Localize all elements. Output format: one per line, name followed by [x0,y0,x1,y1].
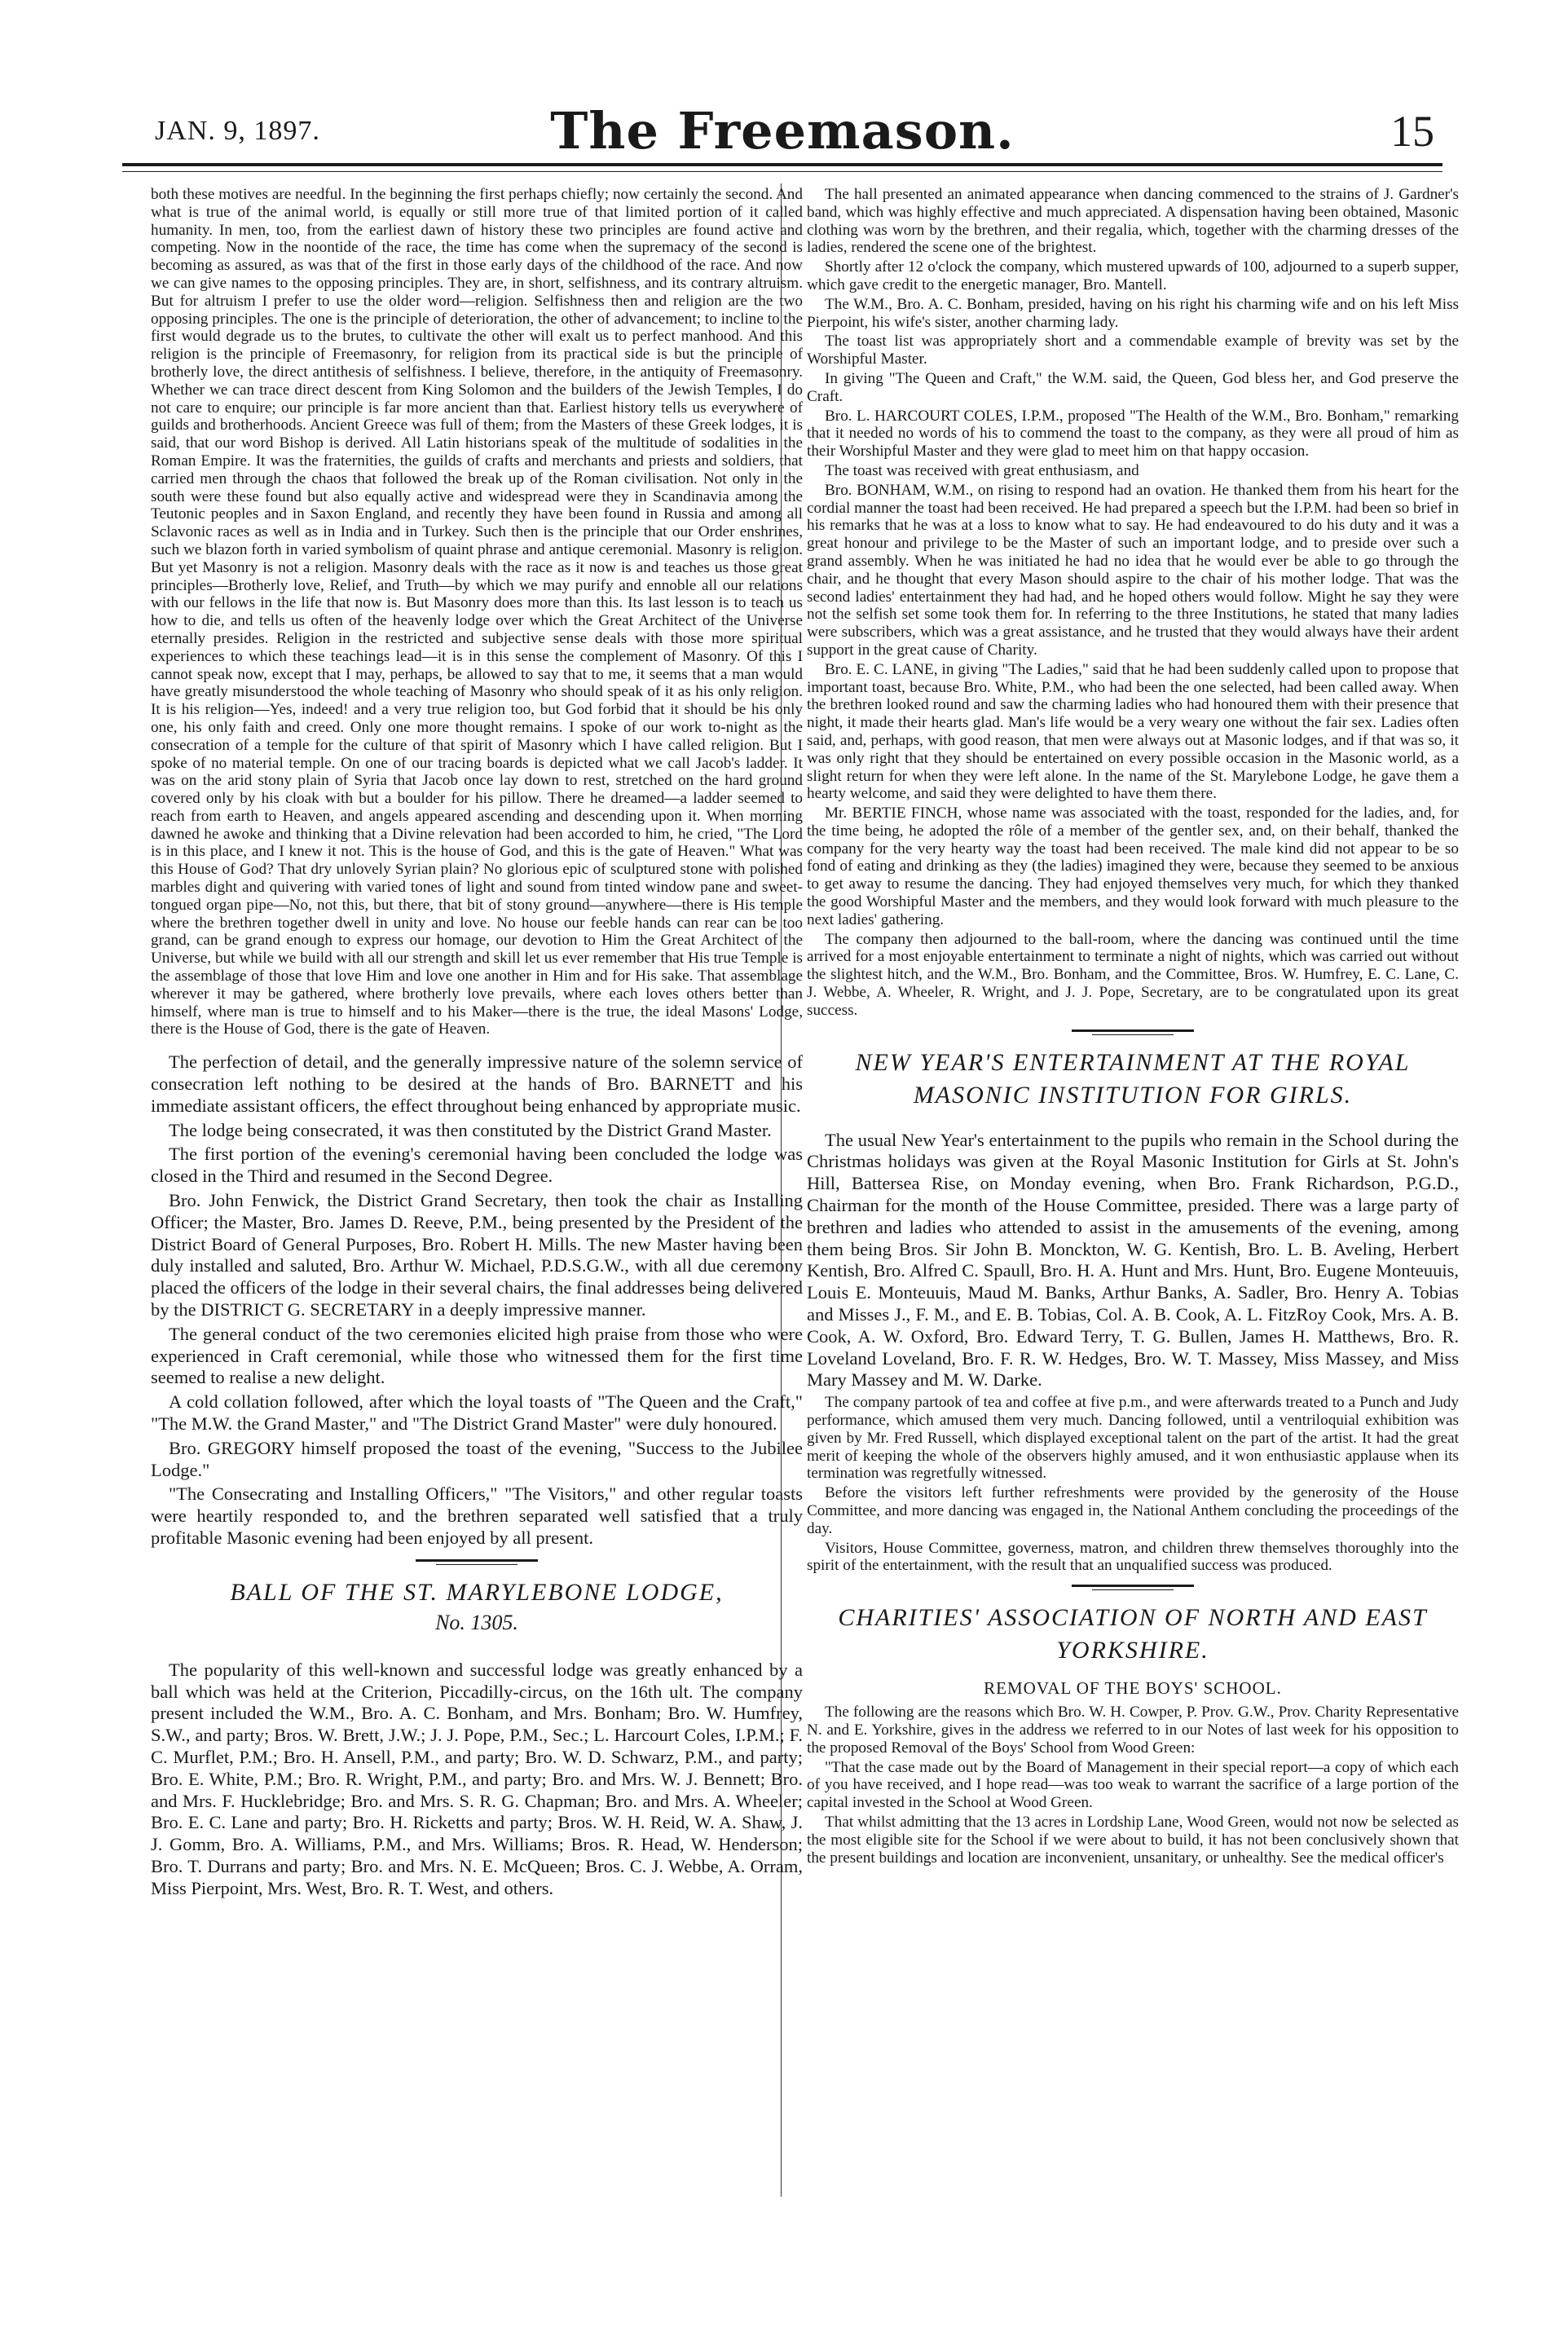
article-paragraph: The company then adjourned to the ball-room, where the dancing was continued until the time arrived for a most enjoyable entertainment to terminate a night of nights, which was carried out without the slightest hitch, and the W.M., Bro. Bonham, and the Committee, Bros. W. Humfrey, E. C. Lane, C. J. Webbe, A. Wheeler, R. Wright, and J. J. Pope, Secretary, are to be congratulated upon its great success. [807,930,1459,1019]
article-paragraph: The lodge being consecrated, it was then constituted by the District Grand Master. [169,1119,772,1140]
page-number: 15 [1390,107,1434,156]
newspaper-title: The Freemason. [550,101,1015,161]
removal-subheading: REMOVAL OF THE BOYS' SCHOOL. [984,1678,1282,1699]
article-paragraph: A cold collation followed, after which the loyal toasts of "The Queen and the Craft," "The M.W. the Grand Master," and "The District Grand Master" were duly honoured. [151,1391,803,1434]
right-column [807,186,1459,1868]
article-paragraph: "That the case made out by the Board of Management in their special report—a copy of which each of you have received, and I hope read—was too weak to warrant the sacrifice of a large portion of the capital invested in the School at Wood Green. [807,1758,1459,1812]
article-paragraph: Visitors, House Committee, governess, matron, and children threw themselves thoroughly into the spirit of the entertainment, with the result that an unqualified success was produced. [807,1539,1459,1575]
article-paragraph: The usual New Year's entertainment to the pupils who remain in the School during the Christmas holidays was given at the Royal Masonic Institution for Girls at St. John's Hill, Battersea Rise, on Monday evening, when Bro. Frank Richardson, P.G.D., Chairman for the month of the House Committee, presided. There was a large party of brethren and ladies who attended to assist in the amusements of the evening, among them being Bros. Sir John B. Monckton, W. G. Kentish, Bro. L. B. Aveling, Herbert Kentish, Bro. Alfred C. Spaull, Bro. H. A. Hunt and Mrs. Hunt, Bro. Eugene Monteuuis, Louis E. Monteuuis, Maud M. Banks, Arthur Banks, A. Sadler, Bro. Henry A. Tobias and Misses J., F. M., and E. B. Tobias, Col. A. B. Cook, A. L. FitzRoy Cook, Mrs. A. B. Cook, A. W. Oxford, Bro. Edward Terry, T. G. Bullen, James H. Matthews, Bro. R. Loveland Loveland, Bro. F. R. W. Hedges, Bro. W. T. Massey, Miss Massey, and Miss Mary Massey and M. W. Darke. [807,1129,1459,1391]
article-paragraph: Shortly after 12 o'clock the company, which mustered upwards of 100, adjourned to a superb supper, which gave credit to the energetic manager, Bro. Mantell. [807,258,1459,293]
article-paragraph: Bro. E. C. LANE, in giving "The Ladies," said that he had been suddenly called upon to propose that important toast, because Bro. White, P.M., who had been the one selected, had been called away. When the brethren looked round and saw the charming ladies who had honoured them with their presence that night, it made their hearts glad. Man's life would be a very weary one without the fair sex. Ladies often said, and, perhaps, with good reason, that men were always out at Masonic lodges, and if that was so, it was only right that they should be entertained on every possible occasion in the Masonic world, as a slight return for when they were left alone. In the name of the St. Marylebone Lodge, he gave them a hearty welcome, and said they were delighted to have them there. [807,660,1459,803]
article-paragraph: Mr. BERTIE FINCH, whose name was associated with the toast, responded for the ladies, and, for the time being, he adopted the rôle of a member of the gentler sex, and, on their behalf, thanked the company for the very hearty way the toast had been received. The male kind did not appear to be so fond of eating and drinking as they (the ladies) imagined they were, because they seemed to be anxious to get away to resume the dancing. They had enjoyed themselves very much, for which they thanked the good Worshipful Master and the members, and they would look forward with much pleasure to the next ladies' gathering. [807,805,1459,928]
masthead-rule-thick [122,163,1442,166]
section-separator [1072,1585,1194,1590]
masthead [122,98,1442,163]
charities-heading: CHARITIES' ASSOCIATION OF NORTH AND EAST YORKSHIRE. [838,1604,1428,1664]
article-paragraph: Bro. John Fenwick, the District Grand Secretary, then took the chair as Installing Officer; the Master, Bro. James D. Reeve, P.M., being presented by the President of the District Board of General Purposes, Bro. Robert H. Mills. The new Master having been duly installed and saluted, Bro. Arthur W. Michael, P.D.S.G.W., with all due ceremony placed the officers of the lodge in their several chairs, the final addresses being delivered by the DISTRICT G. SECRETARY in a deeply impressive manner. [151,1190,803,1320]
article-paragraph: both these motives are needful. In the beginning the first perhaps chiefly; now certainly the second. And what is true of the animal world, is equally or still more true of that limited portion of it called humanity. In men, too, from the earliest dawn of history these two principles are found active and competing. Now in the noontide of the race, the time has come when the supremacy of the second is becoming as assured, as was that of the first in those early days of the childhood of the race. And now we can give names to the opposing principles. They are, in short, selfishness, and its contrary altruism. But for altruism I prefer to use the older word—religion. Selfishness then and religion are the two opposing principles. The one is the principle of deterioration, the other of advancement; to incline to the first would degrade us to the brutes, to cultivate the other will exalt us to perfect manhood. And this religion is the principle of Freemasonry, for religion from its practical side is but the principle of brotherly love, the direct antithesis of selfishness. I believe, therefore, in the antiquity of Freemasonry. Whether we can trace direct descent from King Solomon and the builders of the Jewish Temples, I do not care to enquire; our principle is far more ancient than that. Earliest history tells us everywhere of guilds and brotherhoods. Ancient Greece was full of them; from the Masters of these Greek lodges, it is said, that our word Bishop is derived. All Latin historians speak of the multitude of sodalities in the Roman Empire. It was the fraternities, the guilds of crafts and merchants and priests and soldiers, that carried men through the chaos that followed the break up of the Roman civilisation. Not only in the south were these found but also equally active and widespread were they in Scandinavia among the Teutonic peoples and in Saxon England, and recently they have been found in Russia and among all Sclavonic races as well as in India and in Turkey. Such then is the principle that our Order enshrines, such we blazon forth in varied symbolism of quaint phrase and antique ceremonial. Masonry is religion. But yet Masonry is not a religion. Masonry deals with the race as it now is and teaches us those great principles—Brotherly love, Relief, and Truth—by which we may purify and ennoble all our relations with our fellows in the life that now is. But Masonry does more than this. Its last lesson is to teach us how to die, and tells us often of the heavenly lodge over which the Great Architect of the Universe eternally presides. Religion in the restricted and subjective sense deals with those more spiritual experiences to which these teachings lead—it is in this sense the complement of Masonry. Of this I cannot speak now, except that I may, perhaps, be allowed to say that to me, it seems that a man would have greatly misunderstood the whole teaching of Masonry who should speak of it as his only religion. It is his religion—Yes, indeed! and a very true religion too, but God forbid that it should be his only one, his only faith and creed. Only one more thought remains. I spoke of our work to-night as the consecration of a temple for the culture of that spirit of Masonry which I have called religion. But I spoke of no material temple. On one of our tracing boards is depicted what we call Jacob's ladder. It was on the arid stony plain of Syria that Jacob once lay down to rest, stretched on the hard ground covered only by his cloak with but a boulder for his pillow. There he dreamed—a ladder seemed to reach from earth to Heaven, and angels appeared ascending and descending upon it. When morning dawned he awoke and thinking that a Divine relevation had been accorded to him, he cried, "The Lord is in this place, and I knew it not. This is the house of God, and this is the gate of Heaven." What was this House of God? That dry unlovely Syrian plain? No glorious epic of sculptured stone with polished marbles dight and quivering with varied tones of light and sound from tinted window pane and sweet-tongued organ pipe—No, not this, but there, that bit of stony ground—anywhere—there is His temple where the brethren together dwell in unity and love. No house our feeble hands can rear can be too grand, can be grand enough to express our homage, our devotion to Him the Great Architect of the Universe, but while we build with all our strength and skill let us ever remember that His true Temple is the assemblage of those that love Him and love one another in Him and for His sake. That assemblage wherever it may be gathered, where brotherly love prevails, where each loves others better than himself, where man is true to himself and to his Maker—there is the true, the ideal Masons' Lodge, there is the House of God, there is the gate of Heaven. [151,186,803,1038]
article-paragraph: Bro. L. HARCOURT COLES, I.P.M., proposed "The Health of the W.M., Bro. Bonham," remarking that it needed no words of his to commend the toast to the company, as they were all proud of him as their Worshipful Master and they were glad to meet him on that happy occasion. [807,407,1459,461]
article-paragraph: The toast was received with great enthusiasm, and [825,461,1139,479]
article-paragraph: The following are the reasons which Bro. W. H. Cowper, P. Prov. G.W., Prov. Charity Representative N. and E. Yorkshire, gives in the address we referred to in our Notes of last week for his opposition to the proposed Removal of the Boys' School from Wood Green: [807,1704,1459,1757]
article-paragraph: The general conduct of the two ceremonies elicited high praise from those who were experienced in Craft ceremonial, while those who witnessed them for the first time seemed to realise a new delight. [151,1323,803,1388]
article-paragraph: The first portion of the evening's ceremonial having been concluded the lodge was closed in the Third and resumed in the Second Degree. [151,1144,803,1187]
article-paragraph: The perfection of detail, and the generally impressive nature of the solemn service of consecration left nothing to be desired at the hands of Bro. BARNETT and his immediate assistant officers, the effect throughout being enhanced by appropriate music. [151,1051,803,1116]
article-paragraph: The company partook of tea and coffee at five p.m., and were afterwards treated to a Punch and Judy performance, which amused them very much. Dancing followed, until a ventriloquial exhibition was given by Mr. Fred Russell, which displayed exceptional talent on the part of the artist. It had the great merit of keeping the whole of the observers highly amused, and it won enthusiastic applause when its termination was regretfully witnessed. [807,1394,1459,1483]
left-column [151,186,803,1902]
newyear-heading: NEW YEAR'S ENTERTAINMENT AT THE ROYAL MASONIC INSTITUTION FOR GIRLS. [855,1048,1411,1109]
issue-date: JAN. 9, 1897. [155,116,320,146]
ball-heading: BALL OF THE ST. MARYLEBONE LODGE, [230,1578,724,1606]
ball-subheading: No. 1305. [435,1610,518,1634]
article-paragraph: Bro. GREGORY himself proposed the toast of the evening, "Success to the Jubilee Lodge." [151,1437,803,1480]
masthead-rule-thin [122,171,1442,172]
section-separator [416,1559,538,1565]
article-paragraph: The popularity of this well-known and successful lodge was greatly enhanced by a ball which was held at the Criterion, Piccadilly-circus, on the 16th ult. The company present included the W.M., Bro. A. C. Bonham, and Mrs. Bonham; Bro. W. Humfrey, S.W., and party; Bros. W. Brett, J.W.; J. J. Pope, P.M., Sec.; L. Harcourt Coles, I.P.M.; F. C. Murflet, P.M.; Bro. H. Ansell, P.M., and party; Bro. W. D. Schwarz, P.M., and party; Bro. E. White, P.M.; Bro. R. Wright, P.M., and party; Bro. and Mrs. W. J. Bennett; Bro. and Mrs. F. Hucklebridge; Bro. and Mrs. S. R. G. Chapman; Bro. and Mrs. A. Wheeler; Bro. E. C. Lane and party; Bro. H. Ricketts and party; Bros. W. H. Reid, W. A. Shaw, J. J. Gomm, Bro. A. Williams, P.M., and Mrs. Williams; Bros. R. Head, W. Henderson; Bro. T. Durrans and party; Bro. and Mrs. N. E. McQueen; Bros. C. J. Webbe, A. Orram, Miss Pierpoint, Mrs. West, Bro. R. T. West, and others. [151,1659,803,1898]
article-paragraph: The hall presented an animated appearance when dancing commenced to the strains of J. Gardner's band, which was highly effective and much appreciated. A dispensation having been obtained, Masonic clothing was worn by the brethren, and their regalia, which, together with the charming dresses of the ladies, rendered the scene one of the brightest. [807,186,1459,257]
article-paragraph: The toast list was appropriately short and a commendable example of brevity was set by the Worshipful Master. [807,333,1459,368]
article-paragraph: That whilst admitting that the 13 acres in Lordship Lane, Wood Green, would not now be selected as the most eligible site for the School if we were about to build, it has not been conclusively shown that the present buildings and location are inconvenient, unsanitary, or unhealthy. See the medical officer's [807,1813,1459,1867]
article-paragraph: Before the visitors left further refreshments were provided by the generosity of the House Committee, and more dancing was engaged in, the National Anthem concluding the proceedings of the day. [807,1484,1459,1537]
article-paragraph: "The Consecrating and Installing Officers," "The Visitors," and other regular toasts were heartily responded to, and the brethren separated well satisfied that a truly profitable Masonic evening had been enjoyed by all present. [151,1483,803,1548]
article-paragraph: Bro. BONHAM, W.M., on rising to respond had an ovation. He thanked them from his heart for the cordial manner the toast had been received. He had prepared a speech but the I.P.M. had been so brief in his remarks that he was at a loss to know what to say. He had endeavoured to do his duty and it was a great honour and privilege to be the Master of such an important lodge, and to preside over such a grand assembly. When he was initiated he had no idea that he would ever be able to go through the chair, and he thought that every Mason should aspire to the chair of his mother lodge. That was the second ladies' entertainment they had had, and he hoped others would follow. Might he say they were not the selfish set some took them for. In referring to the three Institutions, he stated that many ladies were subscribers, which was a great assistance, and he trusted that they would always have their ardent support in the great cause of Charity. [807,481,1459,659]
section-separator [1072,1029,1194,1035]
article-paragraph: In giving "The Queen and Craft," the W.M. said, the Queen, God bless her, and God preserve the Craft. [807,369,1459,405]
article-paragraph: The W.M., Bro. A. C. Bonham, presided, having on his right his charming wife and on his left Miss Pierpoint, his wife's sister, another charming lady. [807,295,1459,331]
